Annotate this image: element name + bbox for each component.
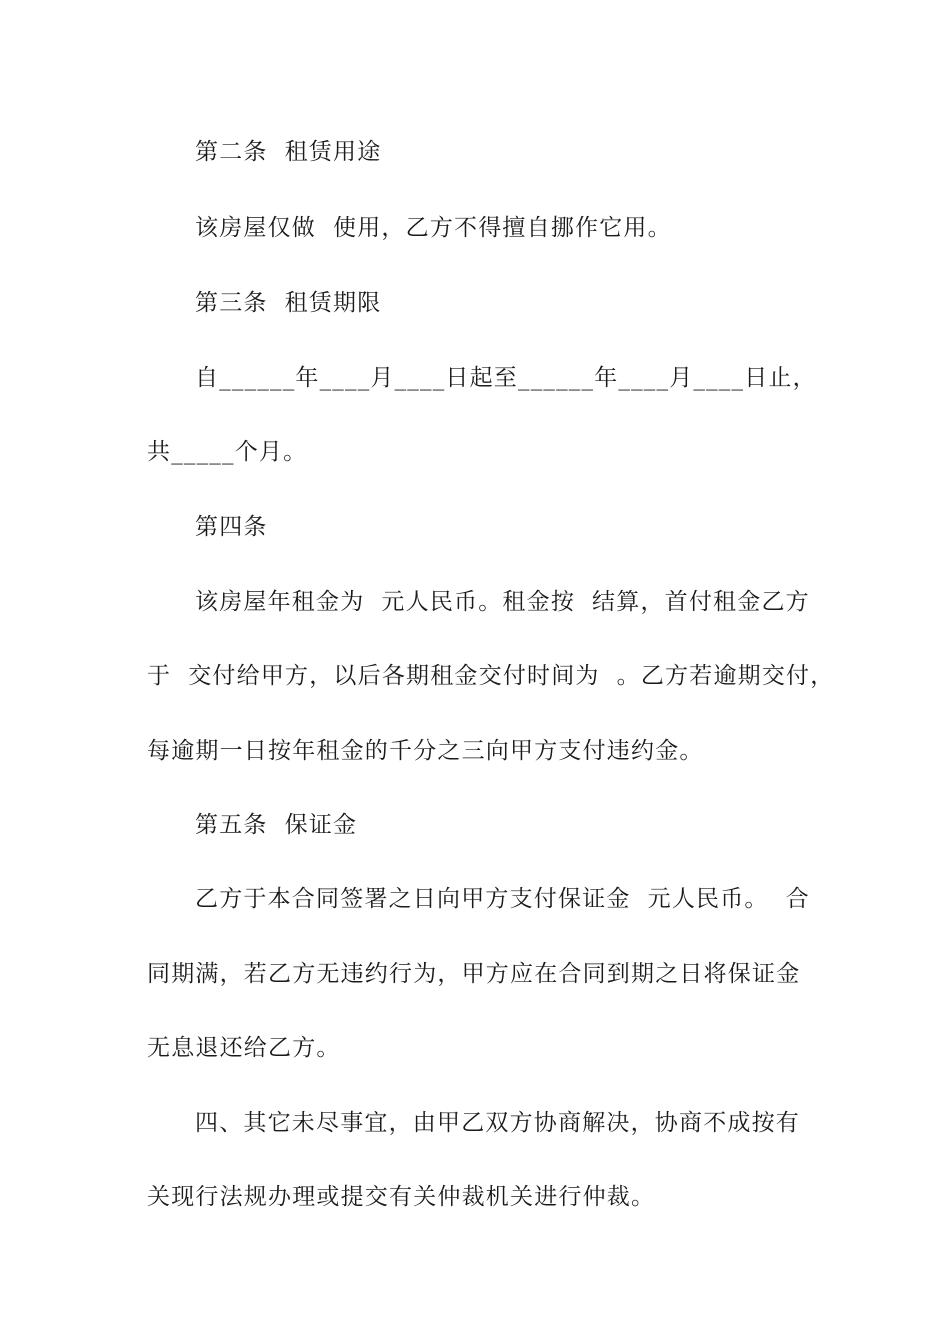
article-4-body-line-3: 每逾期一日按年租金的千分之三向甲方支付违约金。 [147,738,704,764]
article-5-body-line-2: 同期满，若乙方无违约行为，甲方应在合同到期之日将保证金 [147,961,801,987]
article-3-body-line-2: 共_____个月。 [147,439,308,465]
article-2-body: 该房屋仅做 使用，乙方不得擅自挪作它用。 [195,215,672,241]
article-3-body-line-1: 自______年____月____日起至______年____月____日止， [195,365,817,391]
section-4-body-line-2: 关现行法规办理或提交有关仲裁机关进行仲裁。 [147,1184,656,1210]
section-4-body-line-1: 四、其它未尽事宜，由甲乙双方协商解决，协商不成按有 [195,1110,800,1136]
article-4-body-line-2: 于 交付给甲方，以后各期租金交付时间为 。乙方若逾期交付， [147,663,835,689]
article-5-heading: 第五条 保证金 [195,812,358,838]
article-4-heading: 第四条 [195,514,268,540]
article-3-heading: 第三条 租赁期限 [195,290,382,316]
article-5-body-line-1: 乙方于本合同签署之日向甲方支付保证金 元人民币。 合 [195,886,810,912]
article-2-heading: 第二条 租赁用途 [195,139,382,165]
article-4-body-line-1: 该房屋年租金为 元人民币。租金按 结算，首付租金乙方 [195,589,810,615]
article-5-body-line-3: 无息退还给乙方。 [147,1035,341,1061]
